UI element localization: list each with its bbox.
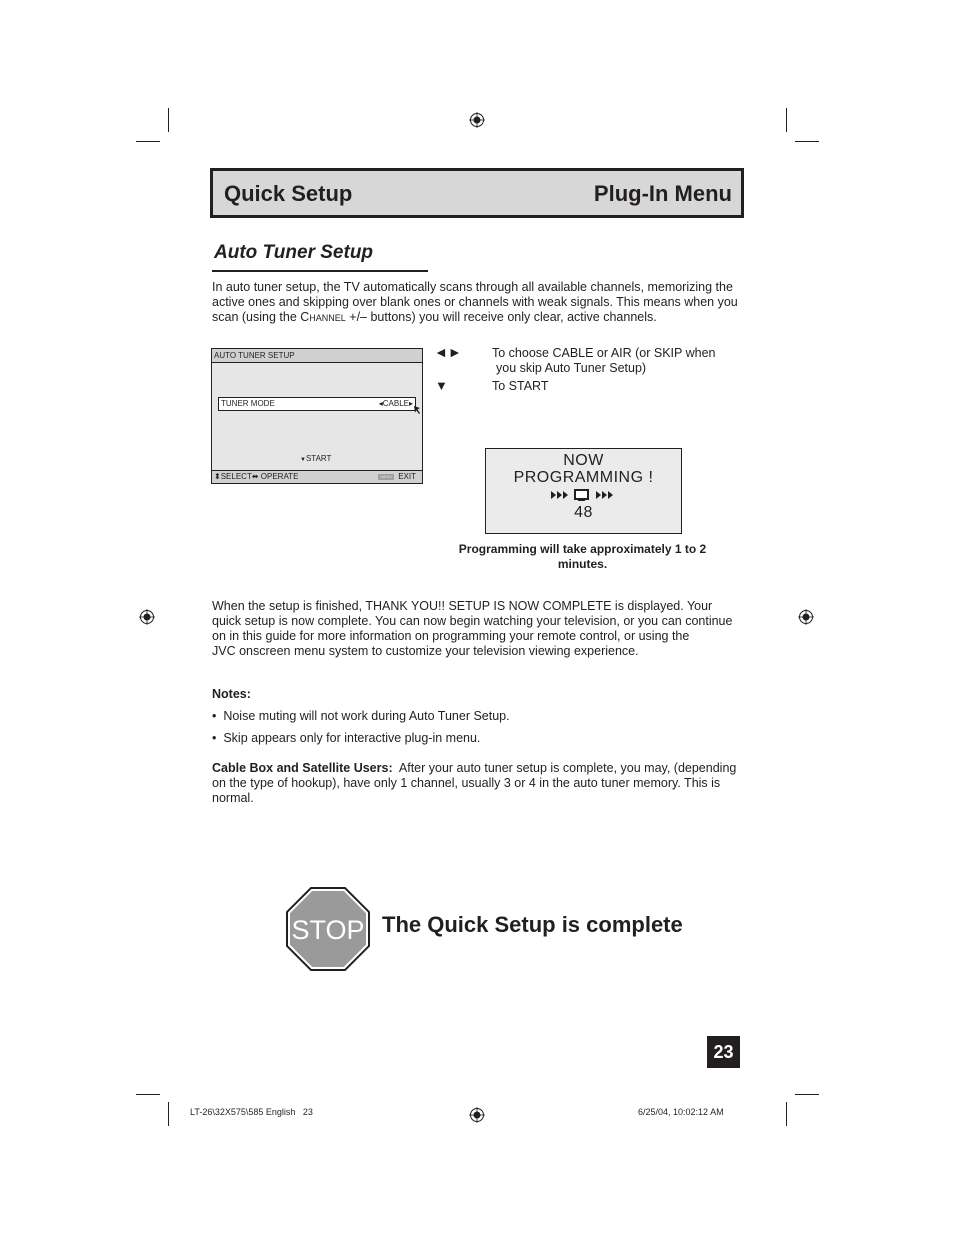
page-number: 23 [707,1036,740,1068]
scan-arrows-icon [549,488,619,502]
section-title: Auto Tuner Setup [214,242,374,263]
select-label: SELECT [220,472,252,481]
up-down-icon: ⬍ [214,472,221,481]
finish-paragraph [212,599,752,659]
intro-line: active ones and skipping over blank ones or channels with weak signals. This means when you [212,295,738,309]
finish-line: on in this guide for more information on programming your remote control, or using the [212,629,690,643]
osd-footer-left [214,471,298,483]
crop-mark [795,141,819,142]
notes-heading: Notes: [212,687,251,701]
arrow-left-icon: ◂ [378,399,383,408]
page-header [210,168,744,218]
intro-paragraph [212,280,752,325]
auto-tuner-setup-screen [211,348,423,484]
caption-line: minutes. [557,557,608,571]
tuner-mode-value: CABLE [382,399,409,408]
channel-term: Channel [300,310,346,324]
header-right-title: Plug-In Menu [593,181,732,206]
section-underline [212,270,428,272]
intro-text: scan (using the [212,310,301,324]
intro-line [212,310,752,325]
scan-indicator [486,488,681,504]
operate-label: OPERATE [260,472,299,481]
cable-box-heading: Cable Box and Satellite Users: [212,761,393,775]
stop-sign-text: STOP [291,915,365,945]
cable-box-paragraph [212,761,752,806]
footer-right: 6/25/04, 10:02:12 AM [638,1107,724,1117]
cable-box-line [212,761,752,776]
crop-mark [136,1094,160,1095]
keys-left-right: ◄► [434,344,462,360]
left-right-icon: ⬌ [251,472,259,481]
programming-caption [440,542,725,572]
osd-title: AUTO TUNER SETUP [212,349,422,363]
cable-box-line: normal. [212,791,254,805]
cursor-icon [414,406,421,414]
osd-footer [212,470,422,483]
osd-footer-right [378,471,416,483]
osd-start [300,454,331,463]
keys-down: ▼ [435,378,448,393]
programming-line: NOW [563,452,604,469]
header-left-title: Quick Setup [224,181,353,206]
crop-mark [786,1102,787,1126]
cable-box-text: After your auto tuner setup is complete, you may, (depending [398,761,737,775]
instruction-line: To choose CABLE or AIR (or SKIP when [492,346,716,360]
arrow-right-icon: ▸ [408,399,413,408]
registration-mark-icon [798,609,814,625]
stop-title: The Quick Setup is complete [382,912,683,937]
finish-line: When the setup is finished, THANK YOU!! SETUP IS NOW COMPLETE is displayed. Your [212,599,713,613]
registration-mark-icon [139,609,155,625]
caption-line: Programming will take approximately 1 to 2 [458,542,707,556]
note-text: Skip appears only for interactive plug-in menu. [223,731,481,745]
crop-mark [136,141,160,142]
crop-mark [168,108,169,132]
intro-text: +/– buttons) you will receive only clear, active channels. [345,310,657,324]
registration-mark-icon [469,112,485,128]
programming-channel: 48 [574,504,593,521]
intro-line: In auto tuner setup, the TV automatically scans through all available channels, memorizing the [212,280,733,294]
cable-box-line: on the type of hookup), have only 1 channel, usually 3 or 4 in the auto tuner memory. This is [212,776,721,790]
crop-mark [168,1102,169,1126]
note-item: • Skip appears only for interactive plug-in menu. [212,731,481,745]
instruction-start: To START [492,379,549,393]
start-label: START [305,454,332,463]
exit-label: EXIT [398,472,416,481]
footer-left: LT-26\32X575\585 English 23 [190,1107,313,1117]
instruction-line: you skip Auto Tuner Setup) [496,361,647,375]
crop-mark [786,108,787,132]
now-programming-screen [485,448,682,534]
finish-line: JVC onscreen menu system to customize your television viewing experience. [212,644,639,658]
note-item: • Noise muting will not work during Auto Tuner Setup. [212,709,510,723]
programming-line: PROGRAMMING ! [513,469,654,486]
finish-line: quick setup is now complete. You can now begin watching your television, or you can continue [212,614,733,628]
crop-mark [795,1094,819,1095]
menu-key-label: MENU [380,473,393,479]
note-text: Noise muting will not work during Auto Tuner Setup. [223,709,510,723]
down-triangle-icon: ▼ [300,457,306,463]
stop-sign-icon [286,887,370,971]
registration-mark-icon [469,1107,485,1123]
instruction-choose [492,346,752,376]
tuner-mode-value-selector [379,398,413,410]
tuner-mode-label: TUNER MODE [221,399,275,408]
tuner-mode-row [218,397,416,411]
